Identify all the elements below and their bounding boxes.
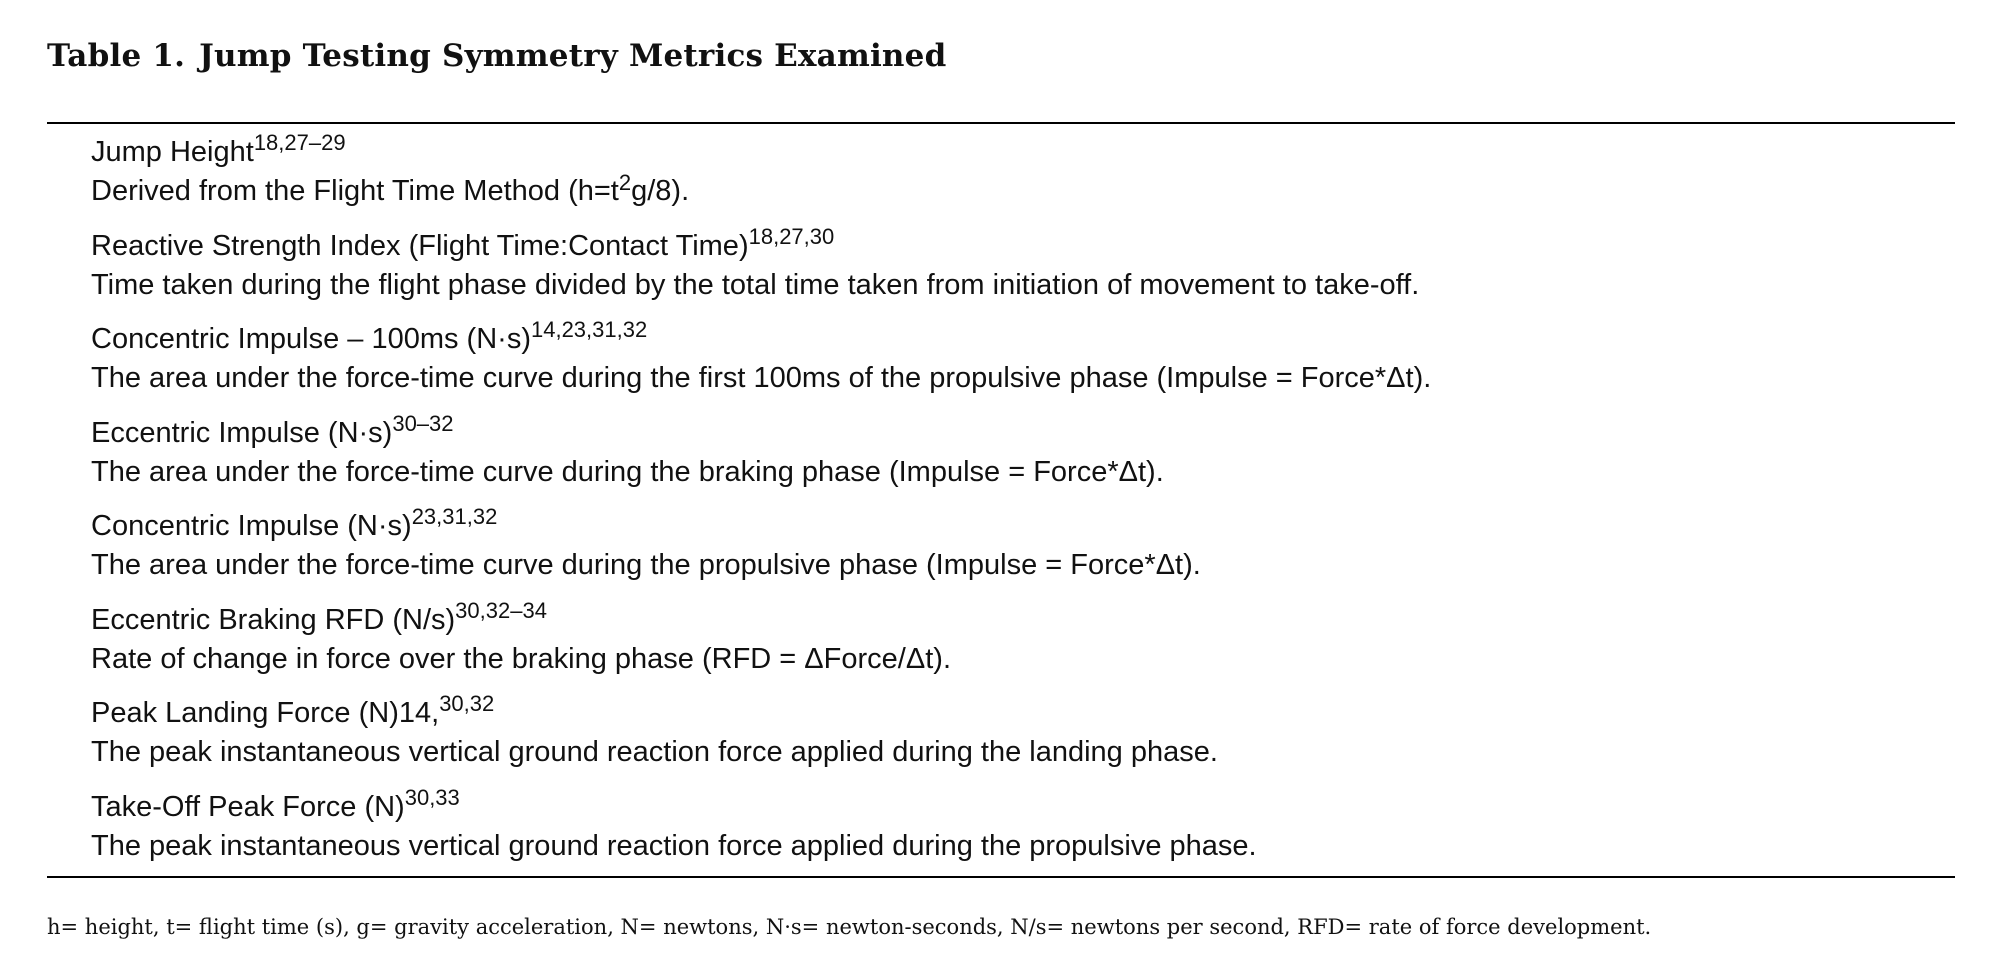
table-row <box>91 784 1941 881</box>
metric-description: The peak instantaneous vertical ground reaction force applied during the propulsive phase. <box>91 829 1257 862</box>
table-caption <box>47 38 946 74</box>
table-row <box>91 506 1941 600</box>
metric-references: 30,32–34 <box>455 597 547 623</box>
metric-description: Rate of change in force over the braking phase (RFD = ΔForce/Δt). <box>91 642 952 675</box>
table-label: Table 1. <box>47 38 186 74</box>
metric-references: 30,33 <box>404 784 460 810</box>
metric-name: Reactive Strength Index (Flight Time:Contact Time)$^{18,27,30}$ <box>91 223 835 262</box>
table-body <box>91 132 1941 880</box>
metric-name: Take-Off Peak Force $(N)^{30,33}$ <box>91 784 460 823</box>
table-bottom-rule <box>47 876 1955 878</box>
metric-name: Concentric Impulse $(N\cdot s)^{23,31,32}$ <box>91 504 498 542</box>
metric-description: Time taken during the flight phase divided by the total time taken from initiation of movement to take-off. <box>91 268 1420 301</box>
metric-description: The area under the force-time curve during the braking phase (Impulse = Force*Δt). <box>91 455 1164 488</box>
table-row <box>91 597 1941 694</box>
metric-description: The area under the force-time curve during the propulsive phase (Impulse = Force*Δt). <box>91 549 1201 581</box>
table-row <box>91 319 1941 413</box>
table-footnote: h= height, t= flight time (s), g= gravity acceleration, N= newtons, N·s= newton-seconds, N/s= newtons per second, RFD= rate of force development. <box>47 915 1652 939</box>
metric-name: Eccentric Impulse $(N\cdot s)^{30-32}$ <box>91 410 454 449</box>
metric-references: 14,23,31,32 <box>530 317 648 342</box>
metric-references: 30,32 <box>439 691 495 716</box>
metric-name: Eccentric Braking RFD $(N/s)^{30,32-34}$ <box>91 597 547 636</box>
metric-description: The area under the force-time curve during the first 100ms of the propulsive phase (Impulse = Force*Δt). <box>91 362 1432 394</box>
table-row <box>91 693 1941 787</box>
metric-name: Peak Landing Force (N)14,$^{30,32}$ <box>91 691 495 729</box>
table-row <box>91 132 1941 226</box>
superscript: 2 <box>618 170 632 196</box>
metric-description: The peak instantaneous vertical ground reaction force applied during the landing phase. <box>91 736 1218 768</box>
metric-name: Jump Height$^{18,27-29}$ <box>91 130 346 168</box>
metric-name: Concentric Impulse – 100ms $(N\cdot s)^{14,23,31,32}$ <box>91 317 648 355</box>
metric-references: 18,27–29 <box>253 130 346 155</box>
metric-description: Derived from the Flight Time Method $(h=t^2g/8)$. <box>91 170 690 207</box>
metric-references: 30–32 <box>392 410 454 436</box>
metric-references: 23,31,32 <box>411 504 498 529</box>
table-title: Jump Testing Symmetry Metrics Examined <box>199 38 947 74</box>
metric-references: 18,27,30 <box>748 223 835 249</box>
table-top-rule <box>47 122 1955 124</box>
table-row <box>91 223 1941 320</box>
table-row <box>91 410 1941 507</box>
